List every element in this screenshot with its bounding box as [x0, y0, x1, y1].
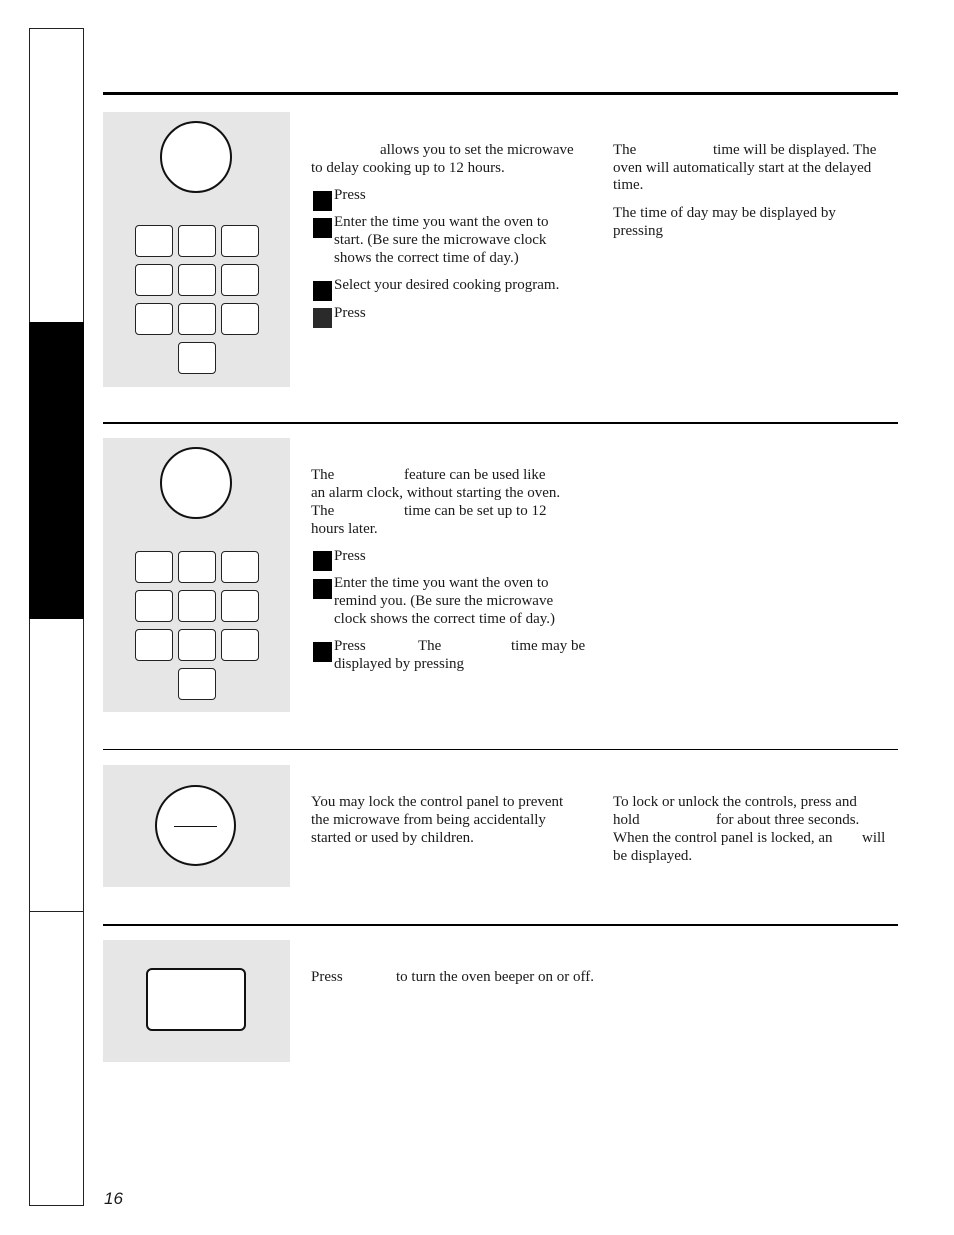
reminder-step-3: displayed by pressing — [334, 656, 464, 672]
delay-intro: to delay cooking up to 12 hours. — [311, 160, 505, 176]
reminder-step-3: Press — [334, 638, 366, 654]
section-rule — [103, 422, 898, 424]
delay-start-panel — [103, 112, 290, 387]
reminder-intro: time can be set up to 12 — [404, 503, 547, 519]
delay-right-text: oven will automatically start at the delayed — [613, 160, 872, 176]
beeper-button[interactable] — [146, 968, 246, 1031]
step-marker — [313, 191, 332, 211]
reminder-step-1: Press — [334, 548, 366, 564]
step-marker — [313, 281, 332, 301]
reminder-button[interactable] — [160, 447, 232, 519]
lock-right-text: When the control panel is locked, an — [613, 830, 833, 846]
keypad-key[interactable] — [135, 551, 173, 583]
keypad-key[interactable] — [178, 551, 216, 583]
delay-step-2: shows the correct time of day.) — [334, 250, 519, 266]
step-marker — [313, 551, 332, 571]
side-tab-active — [29, 322, 84, 619]
keypad-key[interactable] — [221, 629, 259, 661]
lock-right-text: be displayed. — [613, 848, 693, 864]
delay-step-2: start. (Be sure the microwave clock — [334, 232, 547, 248]
button-label-line — [174, 826, 217, 827]
delay-right-text: time. — [613, 177, 644, 193]
section-rule — [103, 749, 898, 750]
keypad-key[interactable] — [178, 303, 216, 335]
lock-left-text: the microwave from being accidentally — [311, 812, 546, 828]
delay-start-button[interactable] — [160, 121, 232, 193]
keypad-key[interactable] — [221, 590, 259, 622]
delay-right-text: pressing — [613, 223, 663, 239]
step-marker — [313, 579, 332, 599]
reminder-panel — [103, 438, 290, 712]
step-marker — [313, 218, 332, 238]
delay-right-text: The — [613, 142, 637, 158]
lock-left-text: You may lock the control panel to prevent — [311, 794, 564, 810]
beeper-text: Press — [311, 969, 343, 985]
reminder-step-2: remind you. (Be sure the microwave — [334, 593, 554, 609]
keypad-key[interactable] — [178, 342, 216, 374]
reminder-step-3: The — [418, 638, 442, 654]
keypad-key[interactable] — [135, 590, 173, 622]
delay-intro: allows you to set the microwave — [380, 142, 574, 158]
keypad-key[interactable] — [221, 264, 259, 296]
lock-left-text: started or used by children. — [311, 830, 474, 846]
side-tab-divider — [29, 911, 84, 912]
delay-step-1: Press — [334, 187, 366, 203]
delay-step-2: Enter the time you want the oven to — [334, 214, 549, 230]
keypad-key[interactable] — [178, 225, 216, 257]
reminder-intro: an alarm clock, without starting the oven. — [311, 485, 561, 501]
reminder-step-3: time may be — [511, 638, 586, 654]
beeper-text: to turn the oven beeper on or off. — [396, 969, 594, 985]
child-lock-button[interactable] — [155, 785, 236, 866]
child-lock-panel — [103, 765, 290, 887]
keypad-key[interactable] — [178, 590, 216, 622]
lock-right-text: for about three seconds. — [716, 812, 860, 828]
keypad-key[interactable] — [178, 668, 216, 700]
keypad-key[interactable] — [135, 303, 173, 335]
reminder-intro: hours later. — [311, 521, 378, 537]
delay-right-text: time will be displayed. The — [713, 142, 877, 158]
delay-right-text: The time of day may be displayed by — [613, 205, 836, 221]
lock-right-text: will — [862, 830, 886, 846]
keypad-key[interactable] — [221, 303, 259, 335]
reminder-step-2: Enter the time you want the oven to — [334, 575, 549, 591]
keypad-key[interactable] — [135, 629, 173, 661]
keypad-key[interactable] — [135, 225, 173, 257]
keypad-key[interactable] — [221, 551, 259, 583]
reminder-intro: feature can be used like — [404, 467, 546, 483]
keypad-key[interactable] — [221, 225, 259, 257]
lock-right-text: hold — [613, 812, 640, 828]
beeper-panel — [103, 940, 290, 1062]
lock-right-text: To lock or unlock the controls, press and — [613, 794, 857, 810]
section-rule — [103, 92, 898, 95]
delay-step-4: Press — [334, 305, 366, 321]
step-marker — [313, 642, 332, 662]
keypad-key[interactable] — [135, 264, 173, 296]
page-number: 16 — [104, 1189, 123, 1208]
step-marker — [313, 308, 332, 328]
keypad-key[interactable] — [178, 629, 216, 661]
reminder-intro: The — [311, 467, 335, 483]
section-rule — [103, 924, 898, 926]
keypad-key[interactable] — [178, 264, 216, 296]
reminder-step-2: clock shows the correct time of day.) — [334, 611, 556, 627]
reminder-intro: The — [311, 503, 335, 519]
delay-step-3: Select your desired cooking program. — [334, 277, 560, 293]
